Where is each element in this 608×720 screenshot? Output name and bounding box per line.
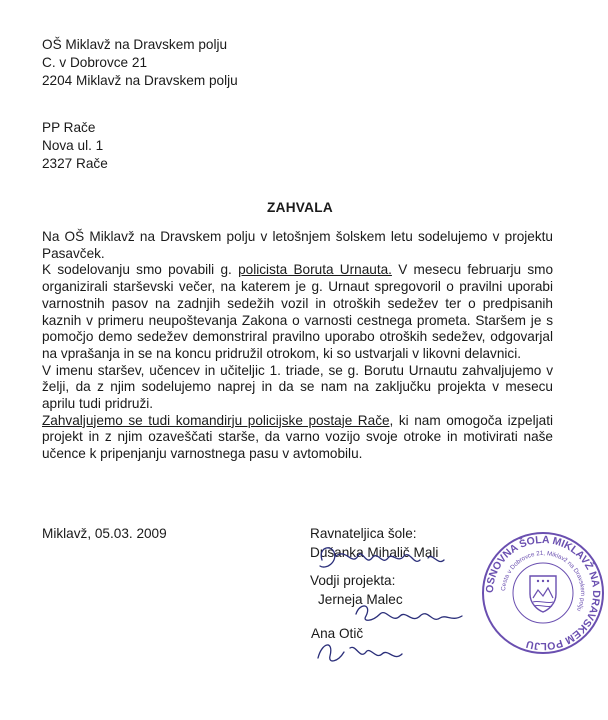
paragraph-4-rest: , ki nam omogoča izpeljati projekt in z njim ozaveščati starše, da varno vozijo svoje otroke in motivirati naše učence k pripenjanju varnostnega pasu v avtomobilu. <box>42 412 553 462</box>
commander-thanks-underlined: Zahvaljujemo se tudi komandirju policijske postaje Rače <box>42 412 390 428</box>
paragraph-3: V imenu staršev, učencev in učiteljic 1. triade, se g. Borutu Urnautu zahvaljujemo v želji, da z njim sodelujemo naprej in da se nam na zaključku projekta v mesecu aprilu tudi pridruži. <box>42 362 553 412</box>
sender-line-3: 2204 Miklavž na Dravskem polju <box>42 73 238 88</box>
principal-title: Ravnateljica šole: <box>310 526 417 541</box>
paragraph-2 <box>42 262 553 362</box>
recipient-line-3: 2327 Rače <box>42 156 108 171</box>
sender-address <box>42 36 238 90</box>
place-date: Miklavž, 05.03. 2009 <box>42 526 167 541</box>
coat-of-arms-icon <box>530 576 556 612</box>
stamp-inner-text: Cesta v Dobrovce 21, Miklavž na Dravskem polju <box>500 549 587 613</box>
project-leader-1-name: Jerneja Malec <box>318 592 403 607</box>
paragraph-2-rest: V mesecu februarju smo organizirali starševski večer, na katerem je g. Urnaut spregovoril o pravilni uporabi varnostnih pasov na zadnjih sedežih vozil in otroških sedežev ter o predpisanih kaznih v primeru neupoštevanja Zakona o varnosti cestnega prometa. Staršem je s pomočjo demo sedežev demonstriral pravilno uporabo otroških sedežev, odgovarjal na vprašanja in se na koncu pridružil otrokom, ki so ustvarjali v likovni delavnici. <box>42 262 554 361</box>
project-leader-2-name: Ana Otič <box>311 626 364 641</box>
officer-name-underlined: policista Boruta Urnauta. <box>238 262 392 278</box>
principal-name: Dušanka Mihalič Mali <box>310 545 439 560</box>
letter-title: ZAHVALA <box>266 200 334 215</box>
school-stamp <box>478 528 608 658</box>
recipient-line-2: Nova ul. 1 <box>42 138 104 153</box>
leader-1-signature <box>356 606 462 620</box>
paragraph-2-start: K sodelovanju smo povabili g. <box>42 262 239 278</box>
recipient-line-1: PP Rače <box>42 120 96 135</box>
sender-line-1: OŠ Miklavž na Dravskem polju <box>42 37 228 52</box>
recipient-address <box>42 119 108 173</box>
sender-line-2: C. v Dobrovce 21 <box>42 55 148 70</box>
letter-body <box>42 229 553 463</box>
leader-2-signature <box>318 645 402 661</box>
paragraph-1: Na OŠ Miklavž na Dravskem polju v letošnjem šolskem letu sodelujemo v projektu Pasavček. <box>42 229 553 261</box>
paragraph-4 <box>42 413 553 463</box>
stamp-outer-text: OSNOVNA ŠOLA MIKLAVŽ NA DRAVSKEM POLJU <box>483 533 603 653</box>
project-leaders-title: Vodji projekta: <box>310 573 396 588</box>
